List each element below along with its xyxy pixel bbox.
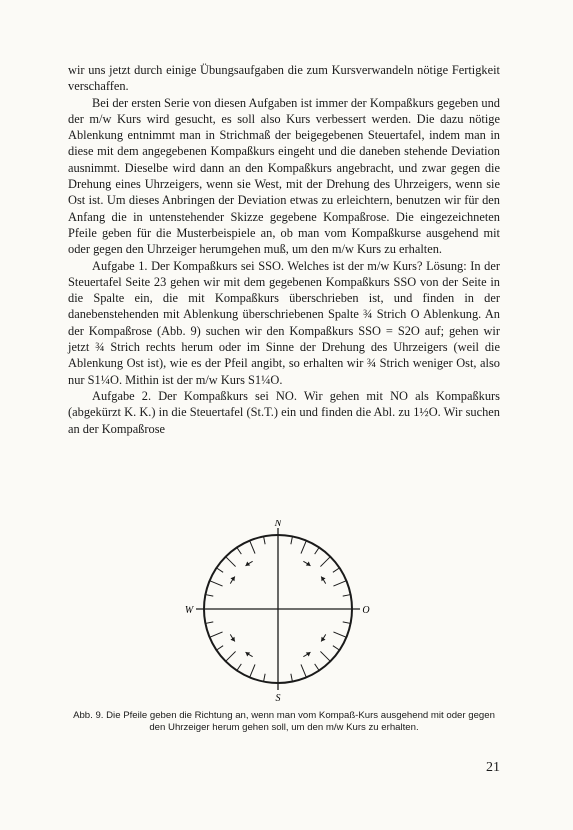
compass-rose — [172, 520, 396, 702]
compass-tick — [237, 664, 241, 671]
compass-tick — [315, 547, 319, 554]
compass-tick — [333, 581, 346, 586]
compass-tick — [226, 557, 236, 567]
compass-tick — [291, 536, 293, 544]
compass-tick — [320, 651, 330, 661]
compass-tick — [250, 541, 255, 554]
paragraph-aufgabe-1: Aufgabe 1. Der Kompaßkurs sei SSO. Welches ist der m/w Kurs? Lösung: In der Steuertafel Seite 23 gehen wir mit dem gegebenen Kompaßkurs SSO von der Seite in die Spalte ein, die mit Kompaßkurs überschrieben ist, und finden in der danebenstehenden mit Ablenkung überschriebenen Spalte ¾ Strich O Ablenkung. An der Kompaßrose (Abb. 9) suchen wir den Kompaßkurs SSO = S2O auf; gehen wir jetzt ¾ Strich rechts herum oder im Sinne der Drehung des Uhrzeigers (weil die Ablenkung Ost ist), wie es der Pfeil angibt, so erhalten wir ¾ Strich weniger Ost, also nur S1¼O. Mithin ist der m/w Kurs S1¼O. — [68, 258, 500, 387]
compass-tick — [333, 568, 340, 572]
compass-tick — [320, 557, 330, 567]
compass-tick — [216, 646, 223, 650]
compass-tick — [226, 651, 236, 661]
compass-tick — [205, 595, 213, 597]
compass-tick — [210, 581, 223, 586]
compass-tick — [237, 547, 241, 554]
compass-tick — [264, 674, 266, 682]
compass-tick — [343, 595, 351, 597]
compass-tick — [333, 632, 346, 637]
compass-tick — [291, 674, 293, 682]
west-label: W — [184, 605, 194, 616]
compass-tick — [315, 664, 319, 671]
compass-tick — [301, 541, 306, 554]
north-label: N — [274, 520, 282, 529]
paragraph-intro: Bei der ersten Serie von diesen Aufgaben ist immer der Kompaßkurs gegeben und der m/w Kurs wird gesucht, es soll also Kurs verbessert werden. Die dazu nötige Ablenkung entnimmt man in Strichmaß der beigegebenen Steuertafel, indem man in diese mit dem angegebenen Kompaßkurs eingeht und die daneben stehende Deviation ausnimmt. Dieselbe wird dann an den Kompaßkurs angebracht, und zwar gegen die Drehung eines Uhrzeigers, wenn sie West, mit der Drehung des Uhrzeigers, wenn sie Ost ist. Um dieses Anbringen der Deviation etwas zu erleichtern, benutzen wir für den Anfang die in untenstehender Skizze gegebene Kompaßrose. Die eingezeichneten Pfeile geben für die Musterbeispiele an, ob man vom Kompaßkurse ausgehend mit oder gegen den Uhrzeiger herumgehen muß, um den m/w Kurs zu erhalten. — [68, 95, 500, 257]
compass-tick — [216, 568, 223, 572]
compass-tick — [250, 664, 255, 677]
compass-tick — [210, 632, 223, 637]
compass-tick — [205, 622, 213, 624]
paragraph-aufgabe-2: Aufgabe 2. Der Kompaßkurs sei NO. Wir gehen mit NO als Kompaßkurs (abgekürzt K. K.) in die Steuertafel (St.T.) ein und finden die Abl. zu 1½O. Wir suchen an der Kompaßrose — [68, 388, 500, 436]
compass-tick — [264, 536, 266, 544]
figure-caption: Abb. 9. Die Pfeile geben die Richtung an, wenn man vom Kompaß-Kurs ausgehend mit oder gegen den Uhrzeiger herum gehen soll, um den m/w Kurs zu erhalten. — [73, 710, 495, 733]
compass-tick — [343, 622, 351, 624]
compass-tick — [333, 646, 340, 650]
body-text — [68, 62, 500, 437]
page-number: 21 — [486, 760, 500, 775]
paragraph-continuation: wir uns jetzt durch einige Übungsaufgaben die zum Kursverwandeln nötige Fertigkeit verschaffen. — [68, 63, 500, 94]
compass-tick — [301, 664, 306, 677]
south-label: S — [275, 693, 281, 702]
compass-rose-figure — [172, 520, 396, 702]
east-label: O — [362, 605, 370, 616]
